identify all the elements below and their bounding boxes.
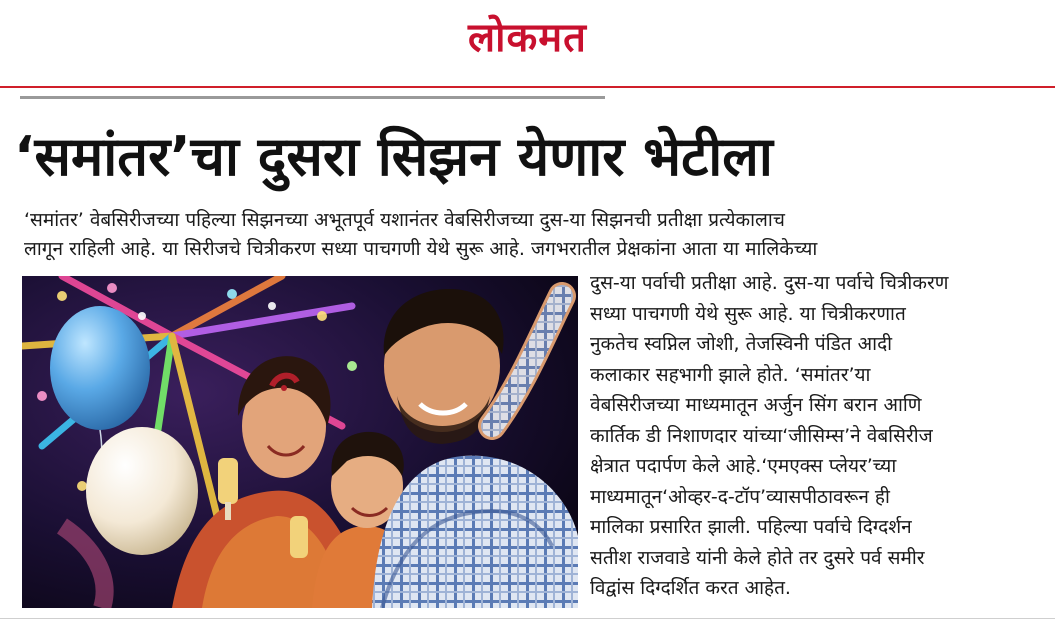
- article-line: सध्या पाचगणी येथे सुरू आहे. या चित्रीकरणात: [590, 302, 906, 325]
- article-line: सतीश राजवाडे यांनी केले होते तर दुसरे पर्व समीर: [590, 546, 925, 569]
- article-photo: [22, 276, 578, 608]
- article-intro: [24, 206, 1044, 264]
- article-line: ‘समांतर’ वेबसिरीजच्या पहिल्या सिझनच्या अभूतपूर्व यशानंतर वेबसिरीजच्या दुस-या सिझनची प्रतीक्षा प्रत्येकालाच: [24, 209, 785, 231]
- article-line: नुकतेच स्वप्निल जोशी, तेजस्विनी पंडित आदी: [590, 333, 893, 355]
- page-bottom-rule: [0, 618, 1055, 619]
- article-line: कार्तिक डी निशाणदार यांच्या‘जीसिम्स’ने वेबसिरीज: [590, 424, 933, 447]
- newspaper-logo: लोकमत: [468, 15, 587, 61]
- article-line: मालिका प्रसारित झाली. पहिल्या पर्वाचे दिग्दर्शन: [590, 516, 912, 538]
- article-headline: ‘समांतर’चा दुसरा सिझन येणार भेटीला: [14, 125, 773, 188]
- section-divider: [20, 96, 605, 99]
- article-line: माध्यमातून‘ओव्हर-द-टॉप’व्यासपीठावरून ही: [590, 485, 890, 508]
- photo-illustration: [22, 276, 578, 608]
- article-line: क्षेत्रात पदार्पण केले आहे.‘एमएक्स प्लेयर’च्या: [590, 455, 897, 477]
- article-line: विद्वांस दिग्दर्शित करत आहेत.: [590, 577, 791, 599]
- article-line: कलाकार सहभागी झाले होते. ‘समांतर’या: [590, 363, 871, 386]
- masthead-rule: [0, 86, 1055, 88]
- article-line: वेबसिरीजच्या माध्यमातून अर्जुन सिंग बरान आणि: [590, 394, 922, 416]
- article-column: [590, 268, 1050, 604]
- article-line: दुस-या पर्वाची प्रतीक्षा आहे. दुस-या पर्वाचे चित्रीकरण: [590, 272, 949, 294]
- masthead: [0, 0, 1055, 88]
- article-line: लागून राहिली आहे. या सिरीजचे चित्रीकरण सध्या पाचगणी येथे सुरू आहे. जगभरातील प्रेक्षकांना आता या मालिकेच्या: [24, 238, 818, 260]
